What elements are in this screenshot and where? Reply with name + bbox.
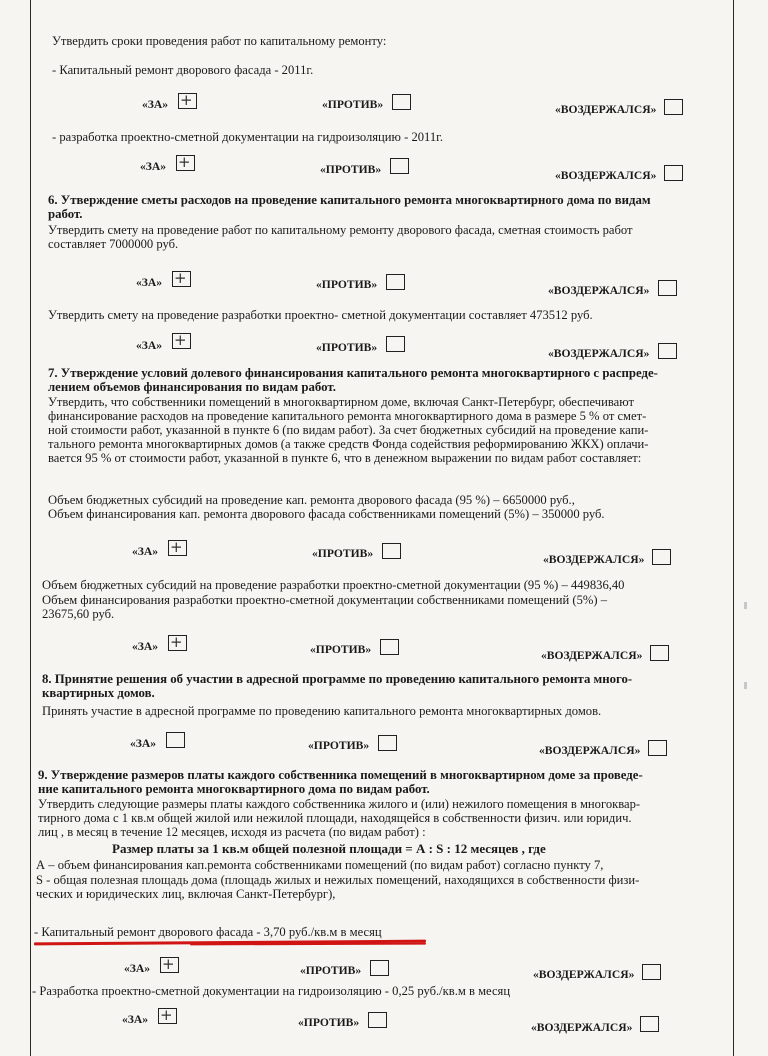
check-mark-icon: + [162, 955, 175, 973]
s7-para-line: тального ремонта многоквартирных домов (а также средств Фонда содействия реформированию ЖКХ) оплачи- [48, 437, 649, 451]
vote-against-checkbox[interactable] [368, 1012, 387, 1028]
vote-against-checkbox[interactable] [386, 274, 405, 290]
vote-against-checkbox[interactable] [378, 735, 397, 751]
vote-for-label: «ЗА» [142, 98, 169, 111]
vote-for-checkbox[interactable] [160, 957, 179, 973]
s9-def-s-cont: ческих и юридических лиц, включая Санкт-Петербург), [36, 887, 336, 901]
s9-title-cont: ние капитального ремонта многоквартирного дома по видам работ. [38, 782, 430, 796]
vote-abstain-label: «ВОЗДЕРЖАЛСЯ» [555, 103, 657, 116]
s9-def-a: А – объем финансирования кап.ремонта собственниками помещений (по видам работ) согласно пункту 7, [36, 858, 604, 872]
s9-para-line: тирного дома с 1 кв.м общей жилой или нежилой площади, находящейся в собственности физич. или юридич. [38, 811, 632, 825]
s6-text-facade-cost: составляет 7000000 руб. [48, 237, 179, 251]
vote-against-checkbox[interactable] [386, 336, 405, 352]
s8-title: 8. Принятие решения об участии в адресной программе по проведению капитального ремонта много- [42, 672, 633, 686]
s8-text: Принять участие в адресной программе по проведению капитального ремонта многоквартирных домов. [42, 704, 602, 718]
vote-against-checkbox[interactable] [382, 543, 401, 559]
vote-for-label: «ЗА» [136, 339, 163, 352]
vote-abstain-label: «ВОЗДЕРЖАЛСЯ» [543, 553, 645, 566]
intro-text: Утвердить сроки проведения работ по капитальному ремонту: [52, 34, 387, 48]
vote-against-label: «ПРОТИВ» [322, 98, 384, 111]
s7-hydro-owners: Объем финансирования разработки проектно-сметной документации собственниками помещений (5%) – [42, 593, 607, 607]
vote-against-checkbox[interactable] [390, 158, 409, 174]
check-mark-icon: + [170, 538, 183, 556]
scan-mark [744, 682, 747, 689]
vote-for-label: «ЗА» [132, 545, 159, 558]
s6-text-facade: Утвердить смету на проведение работ по капитальному ремонту дворового фасада, сметная стоимость работ [48, 223, 633, 237]
s5-item-facade: - Капитальный ремонт дворового фасада - 2011г. [52, 63, 314, 77]
vote-against-label: «ПРОТИВ» [308, 739, 370, 752]
vote-for-checkbox[interactable] [178, 93, 197, 109]
check-mark-icon: + [170, 633, 183, 651]
s7-para-line: финансирование расходов на проведение капитального ремонта многоквартирного дома в размере 5 % от смет- [48, 409, 647, 423]
vote-against-label: «ПРОТИВ» [310, 643, 372, 656]
vote-abstain-label: «ВОЗДЕРЖАЛСЯ» [548, 284, 650, 297]
vote-for-checkbox[interactable] [166, 732, 185, 748]
s8-title-cont: квартирных домов. [42, 686, 155, 700]
s9-item-facade: - Капитальный ремонт дворового фасада - 3,70 руб./кв.м в месяц [34, 925, 382, 939]
s7-para-line: вается 95 % от стоимости работ, указанной в пункте 6, что в денежном выражении по видам работ составляет: [48, 451, 642, 465]
s9-para-line: лиц , в месяц в течение 12 месяцев, исходя из расчета (по видам работ) : [38, 825, 426, 839]
s7-facade-subsidy: Объем бюджетных субсидий на проведение кап. ремонта дворового фасада (95 %) – 6650000 руб., [48, 493, 575, 507]
s7-title-cont: лением объемов финансирования по видам работ. [48, 380, 336, 394]
s9-formula: Размер платы за 1 кв.м общей полезной площади = А : S : 12 месяцев , где [112, 841, 546, 856]
vote-against-label: «ПРОТИВ» [320, 163, 382, 176]
vote-for-checkbox[interactable] [168, 540, 187, 556]
vote-abstain-label: «ВОЗДЕРЖАЛСЯ» [531, 1021, 633, 1034]
s9-item-hydro: - Разработка проектно-сметной документации на гидроизоляцию - 0,25 руб./кв.м в месяц [32, 984, 511, 998]
vote-for-checkbox[interactable] [158, 1008, 177, 1024]
s6-title-cont: работ. [48, 207, 83, 221]
vote-abstain-label: «ВОЗДЕРЖАЛСЯ» [533, 968, 635, 981]
vote-for-label: «ЗА» [132, 640, 159, 653]
vote-against-label: «ПРОТИВ» [316, 341, 378, 354]
vote-against-label: «ПРОТИВ» [312, 547, 374, 560]
scan-mark [744, 602, 747, 609]
s7-facade-owners: Объем финансирования кап. ремонта дворового фасада собственниками помещений (5%) – 350000 руб. [48, 507, 605, 521]
vote-abstain-label: «ВОЗДЕРЖАЛСЯ» [541, 649, 643, 662]
vote-against-label: «ПРОТИВ» [300, 964, 362, 977]
check-mark-icon: + [178, 153, 191, 171]
vote-against-label: «ПРОТИВ» [298, 1016, 360, 1029]
vote-abstain-checkbox[interactable] [664, 165, 683, 181]
s7-hydro-owners-amount: 23675,60 руб. [42, 607, 115, 621]
check-mark-icon: + [180, 91, 193, 109]
check-mark-icon: + [160, 1006, 173, 1024]
vote-for-checkbox[interactable] [172, 271, 191, 287]
s9-para-line: Утвердить следующие размеры платы каждого собственника жилого и (или) нежилого помещения в многоквар- [38, 797, 641, 811]
vote-for-label: «ЗА» [140, 160, 167, 173]
s9-def-s: S - общая полезная площадь дома (площадь жилых и нежилых помещений, находящихся в собственности физи- [36, 873, 640, 887]
s7-para-line: Утвердить, что собственники помещений в многоквартирном доме, включая Санкт-Петербург, обеспечивают [48, 395, 634, 409]
s7-title: 7. Утверждение условий долевого финансирования капитального ремонта многоквартирного с распреде- [48, 366, 658, 380]
vote-abstain-checkbox[interactable] [658, 343, 677, 359]
vote-for-label: «ЗА» [124, 962, 151, 975]
s6-text-hydro: Утвердить смету на проведение разработки проектно- сметной документации составляет 473512 руб. [48, 308, 593, 322]
vote-for-checkbox[interactable] [168, 635, 187, 651]
vote-for-label: «ЗА» [130, 737, 157, 750]
vote-against-checkbox[interactable] [392, 94, 411, 110]
vote-abstain-checkbox[interactable] [650, 645, 669, 661]
vote-abstain-checkbox[interactable] [652, 549, 671, 565]
vote-abstain-checkbox[interactable] [640, 1016, 659, 1032]
vote-abstain-label: «ВОЗДЕРЖАЛСЯ» [539, 744, 641, 757]
vote-abstain-checkbox[interactable] [658, 280, 677, 296]
vote-for-label: «ЗА» [122, 1013, 149, 1026]
s6-title: 6. Утверждение сметы расходов на проведение капитального ремонта многоквартирного дома по видам [48, 193, 651, 207]
vote-abstain-checkbox[interactable] [642, 964, 661, 980]
s7-para-line: ной стоимости работ, указанной в пункте 6 (по видам работ). За счет бюджетных субсидий на проведение капи- [48, 423, 649, 437]
s7-hydro-subsidy: Объем бюджетных субсидий на проведение разработки проектно-сметной документации (95 %) – 449836,40 [42, 578, 625, 592]
vote-against-checkbox[interactable] [370, 960, 389, 976]
vote-against-checkbox[interactable] [380, 639, 399, 655]
check-mark-icon: + [174, 269, 187, 287]
s9-title: 9. Утверждение размеров платы каждого собственника помещений в многоквартирном доме за проведе- [38, 768, 643, 782]
vote-against-label: «ПРОТИВ» [316, 278, 378, 291]
vote-abstain-label: «ВОЗДЕРЖАЛСЯ» [555, 169, 657, 182]
vote-abstain-label: «ВОЗДЕРЖАЛСЯ» [548, 347, 650, 360]
vote-for-checkbox[interactable] [176, 155, 195, 171]
check-mark-icon: + [174, 331, 187, 349]
s5-item-hydro: - разработка проектно-сметной документации на гидроизоляцию - 2011г. [52, 130, 444, 144]
vote-for-label: «ЗА» [136, 276, 163, 289]
vote-for-checkbox[interactable] [172, 333, 191, 349]
vote-abstain-checkbox[interactable] [648, 740, 667, 756]
vote-abstain-checkbox[interactable] [664, 99, 683, 115]
